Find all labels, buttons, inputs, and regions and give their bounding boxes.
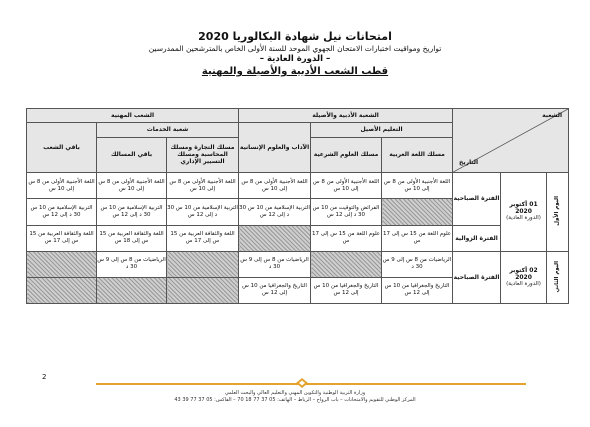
ministry-emblem-icon [296,378,308,388]
day2-r1-other-services: الرياضيات من 8 س إلى 9 س 30 د [97,251,167,277]
literary-group-header: الشعبة الأدبية والأصيلة [239,109,453,123]
pole-title: قطب الشعب الأدبية والأصيلة والمهنية [201,66,389,77]
hatched-cell [239,225,311,251]
footer-line-2: المركز الوطني للتقويم والامتحانات – باب الرواح – الرباط – الهاتف: 05 37 77 18 70 – الفاكس: 05 37 77 39 43 [174,397,416,403]
day1-r1-other-services: اللغة الأجنبية الأولى من 8 س إلى 10 س [97,173,167,199]
original-education-header: التعليم الأصيل [311,123,453,137]
hatched-cell [27,251,97,277]
arabic-lang-header: مسلك اللغة العربية [382,137,453,173]
day2-r2-humanities: التاريخ والجغرافيا من 10 س إلى 12 س [239,277,311,303]
day1-r1-other-branches: اللغة الأجنبية الأولى من 8 س إلى 10 س [27,173,97,199]
day1-r3-other-services: اللغة والثقافة العربية من 15 س إلى 18 س [97,225,167,251]
services-group-header: شعبة الخدمات [97,123,239,137]
day1-session-note: (الدورة العادية) [506,215,541,222]
day2-label-cell [547,251,569,303]
day2-date: 02 أكتوبر 2020 [509,266,538,281]
session-label: – الدورة العادية – [259,54,331,64]
table-row [27,173,569,199]
footer-divider [96,383,526,385]
exam-schedule-table [26,108,569,304]
day1-date-cell [501,173,547,251]
hatched-cell [167,251,239,277]
table-header-row [27,109,569,123]
corner-date-label: التاريخ [459,159,479,167]
day2-label: اليوم الثاني [554,260,561,293]
hatched-cell [167,277,239,303]
corner-cell [453,109,569,173]
day1-morning-label: الفترة الصباحية [453,173,501,225]
commerce-header: مسلك التجارة ومسلك المحاسبة ومسلك التسيير الإداري [167,137,239,173]
day1-r3-commerce: اللغة والثقافة العربية من 15 س إلى 17 س [167,225,239,251]
day1-r3-arabic-lang: علوم اللغة من 15 س إلى 17 س [382,225,453,251]
day2-r2-sharia: التاريخ والجغرافيا من 10 س إلى 12 س [311,277,382,303]
day1-r1-arabic-lang: اللغة الأجنبية الأولى من 8 س إلى 10 س [382,173,453,199]
hatched-cell [27,277,97,303]
table-row [27,225,569,251]
day1-label-cell [547,173,569,251]
hatched-cell [97,277,167,303]
day1-evening-label: الفترة الزوالية [453,225,501,251]
sharia-header: مسلك العلوم الشرعية [311,137,382,173]
day1-r1-commerce: اللغة الأجنبية الأولى من 8 س إلى 10 س [167,173,239,199]
hatched-cell [382,199,453,225]
day1-r3-sharia: علوم اللغة من 15 س إلى 17 س [311,225,382,251]
professional-group-header: الشعب المهنية [27,109,239,123]
corner-branch-label: الشعبة [542,112,563,119]
document-footer [0,390,590,404]
day1-date: 01 أكتوبر 2020 [509,201,538,216]
humanities-header: الآداب والعلوم الإنسانية [239,123,311,173]
other-services-header: باقي المسالك [97,137,167,173]
day1-r1-humanities: اللغة الأجنبية الأولى من 8 س إلى 10 س [239,173,311,199]
other-branches-header: باقي الشعب [27,123,97,173]
day1-r2-humanities: التربية الإسلامية من 10 س 30 د إلى 12 س [239,199,311,225]
day2-date-cell [501,251,547,303]
day2-r2-arabic-lang: التاريخ والجغرافيا من 10 س إلى 12 س [382,277,453,303]
day1-r2-other-services: التربية الإسلامية من 10 س 30 د إلى 12 س [97,199,167,225]
day1-r2-sharia: الفرائض والتوقيت من 10 س 30 د إلى 12 س [311,199,382,225]
day1-label: اليوم الأول [554,196,561,226]
day2-morning-label: الفترة الصباحية [453,251,501,303]
document-header [0,30,590,78]
day1-r3-other-branches: اللغة والثقافة العربية من 15 س إلى 17 س [27,225,97,251]
day1-r2-commerce: التربية الإسلامية من 10 س 30 د إلى 12 س [167,199,239,225]
day2-r1-humanities: الرياضيات من 8 س إلى 9 س 30 د [239,251,311,277]
footer-line-1: وزارة التربية الوطنية والتكوين المهني والتعليم العالي والبحث العلمي [224,390,366,396]
day2-session-note: (الدورة العادية) [506,280,541,287]
table-row [27,251,569,277]
day1-r2-other-branches: التربية الإسلامية من 10 س 30 د إلى 12 س [27,199,97,225]
day1-r1-sharia: اللغة الأجنبية الأولى من 8 س إلى 10 س [311,173,382,199]
document-title: امتحانات نيل شهادة البكالوريا 2020 [198,30,392,43]
day2-r1-arabic-lang: الرياضيات من 8 س إلى 9 س 30 د [382,251,453,277]
document-subtitle: تواريخ ومواقيت اختبارات الامتحان الجهوي الموحد للسنة الأولى الخاص بالمترشحين الممدرسين [148,44,442,53]
page-number: 2 [42,373,47,381]
hatched-cell [311,251,382,277]
